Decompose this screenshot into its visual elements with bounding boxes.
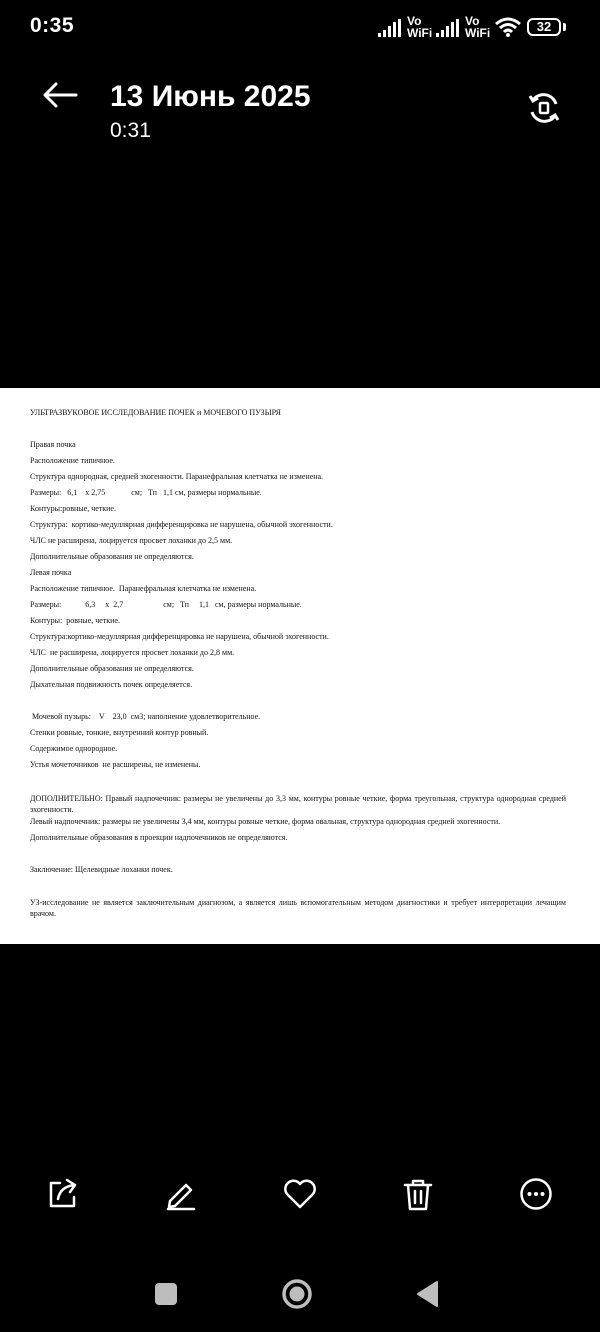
doc-line: Стенки ровные, тонкие, внутренний контур ровный. <box>30 728 209 737</box>
more-icon[interactable] <box>519 1177 553 1211</box>
back-arrow-icon[interactable] <box>40 80 80 110</box>
doc-line: Контуры:ровные, четкие. <box>30 504 116 513</box>
document-image[interactable] <box>0 388 600 944</box>
photo-date: 13 Июнь 2025 <box>110 80 311 113</box>
doc-line: Расположение типичное. Паранефральная клетчатка не изменена. <box>30 584 257 593</box>
edit-icon[interactable] <box>164 1177 198 1211</box>
recents-icon[interactable] <box>154 1282 178 1306</box>
battery-indicator: 32 <box>527 18 561 36</box>
doc-line: ЧЛС не расширена, лоцируется просвет лоханки до 2,5 мм. <box>30 536 233 545</box>
doc-conclusion: Заключение: Щелевидные лоханки почек. <box>30 865 173 874</box>
doc-line: Правая почка <box>30 440 76 449</box>
back-nav-icon[interactable] <box>415 1280 439 1308</box>
signal-icon <box>436 19 462 37</box>
doc-line: Содержимое однородное. <box>30 744 118 753</box>
doc-line: ЧЛС не расширена, лоцируется просвет лоханки до 2,8 мм. <box>30 648 235 657</box>
vowifi-wifi-label: WiFi <box>465 26 491 40</box>
share-icon[interactable] <box>46 1177 80 1211</box>
vowifi-indicator <box>465 15 490 39</box>
vowifi-vo-label: Vo <box>407 14 422 28</box>
doc-line: Дополнительные образования не определяются. <box>30 664 194 673</box>
doc-additional-right: ДОПОЛНИТЕЛЬНО: Правый надпочечник: размеры не увеличены до 3,3 мм, контуры ровные четкие, форма треугольная, структура однородная средней эхогенности. <box>30 794 566 814</box>
home-icon[interactable] <box>281 1278 313 1310</box>
doc-line: Дыхательная подвижность почек определяется. <box>30 680 193 689</box>
doc-additional-left: Левый надпочечник: размеры не увеличены 3,4 мм, контуры ровные четкие, форма овальная, структура однородная средней эхогенности. <box>30 817 501 826</box>
doc-additional-none: Дополнительные образования в проекции надпочечников не определяются. <box>30 833 288 842</box>
doc-line: Структура:кортико-медуллярная дифференцировка не нарушена, обычной эхогенности. <box>30 632 329 641</box>
rotate-icon[interactable] <box>526 90 562 126</box>
vowifi-vo-label: Vo <box>465 14 480 28</box>
doc-line: Дополнительные образования не определяются. <box>30 552 194 561</box>
doc-line: Структура однородная, средней эхогенности. Паранефральная клетчатка не изменена. <box>30 472 324 481</box>
doc-line: Структура: кортико-медуллярная дифференцировка не нарушена, обычной эхогенности. <box>30 520 333 529</box>
doc-line: Левая почка <box>30 568 72 577</box>
doc-line: Расположение типичное. <box>30 456 115 465</box>
favorite-icon[interactable] <box>282 1177 318 1211</box>
wifi-icon <box>494 16 522 38</box>
photo-time: 0:31 <box>110 119 151 142</box>
status-time: 0:35 <box>30 14 75 37</box>
doc-line: Контуры: ровные, четкие. <box>30 616 120 625</box>
doc-line: Мочевой пузырь: V 23,0 см3; наполнение удовлетворительное. <box>30 712 261 721</box>
vowifi-indicator <box>407 15 432 39</box>
doc-disclaimer: УЗ-исследование не является заключительным диагнозом, а является лишь вспомогательным методом диагностики и требует интерпретации лечащим врачом. <box>30 898 566 918</box>
doc-line: Размеры: 6,1 х 2,75 см; Тп 1,1 см, размеры нормальные. <box>30 488 262 497</box>
vowifi-wifi-label: WiFi <box>407 26 433 40</box>
doc-line: Устья мочеточников не расширены, не изменены. <box>30 760 201 769</box>
battery-nub <box>563 23 566 31</box>
doc-line: Размеры: 6,3 х 2,7 см; Тп 1,1 см, размеры нормальные. <box>30 600 302 609</box>
signal-icon <box>378 19 404 37</box>
delete-icon[interactable] <box>401 1177 435 1213</box>
document-title: УЛЬТРАЗВУКОВОЕ ИССЛЕДОВАНИЕ ПОЧЕК и МОЧЕВОГО ПУЗЫРЯ <box>30 408 281 417</box>
